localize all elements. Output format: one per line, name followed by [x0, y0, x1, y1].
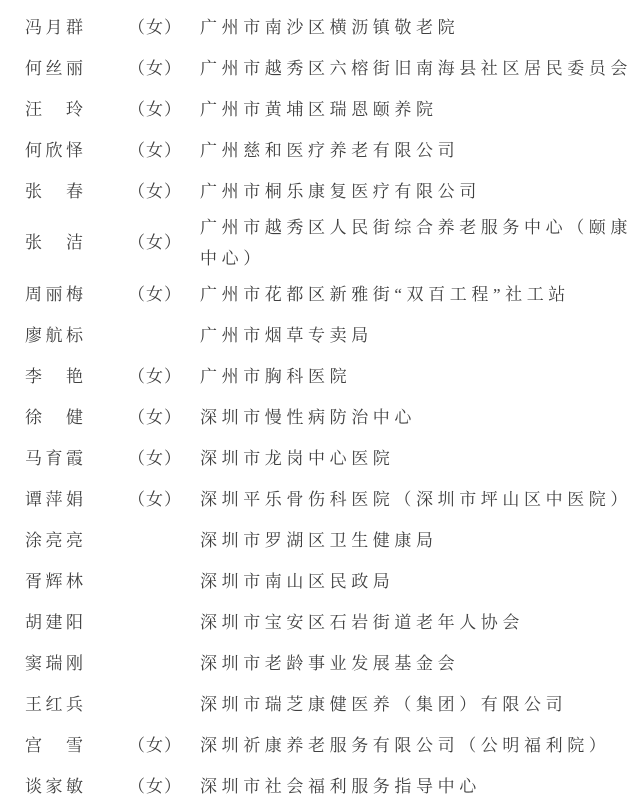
person-name: 周丽梅	[25, 284, 83, 304]
table-row	[25, 49, 636, 90]
organization-name: 广州慈和医疗养老有限公司	[200, 141, 460, 161]
organization-name: 广州市黄埔区瑞恩颐养院	[200, 100, 438, 120]
person-name: 何欣怿	[25, 141, 83, 161]
organization-name: 深圳平乐骨伤科医院（深圳市坪山区中医院）	[200, 489, 632, 509]
table-row	[25, 644, 636, 685]
organization-name: 广州市越秀区六榕街旧南海县社区居民委员会	[200, 59, 632, 79]
person-name: 宫 雪	[25, 735, 83, 755]
person-name: 谈家敏	[25, 776, 83, 796]
gender-label: （女）	[128, 18, 182, 38]
gender-label: （女）	[128, 448, 182, 468]
table-row	[25, 767, 636, 806]
table-row	[25, 521, 636, 562]
table-row	[25, 275, 636, 316]
organization-name: 深圳市老龄事业发展基金会	[200, 653, 460, 673]
person-name: 李 艳	[25, 366, 83, 386]
gender-label: （女）	[128, 182, 182, 202]
person-name: 胥辉林	[25, 571, 83, 591]
organization-name: 深圳市南山区民政局	[200, 571, 395, 591]
table-row	[25, 316, 636, 357]
table-row	[25, 90, 636, 131]
person-name: 徐 健	[25, 407, 83, 427]
gender-label: （女）	[128, 407, 182, 427]
organization-name: 深圳市龙岗中心医院	[200, 448, 395, 468]
organization-name: 广州市越秀区人民街综合养老服务中心（颐康中心）	[200, 218, 632, 268]
table-row	[25, 172, 636, 213]
organization-name: 深圳祈康养老服务有限公司（公明福利院）	[200, 735, 611, 755]
table-row	[25, 726, 636, 767]
organization-name: 深圳市社会福利服务指导中心	[200, 776, 481, 796]
table-row	[25, 213, 636, 275]
organization-name: 广州市花都区新雅街“双百工程”社工站	[200, 284, 570, 304]
gender-label: （女）	[128, 366, 182, 386]
table-row	[25, 439, 636, 480]
gender-label: （女）	[128, 489, 182, 509]
organization-name: 深圳市罗湖区卫生健康局	[200, 530, 438, 550]
person-name: 胡建阳	[25, 612, 83, 632]
person-name: 涂亮亮	[25, 530, 83, 550]
gender-label: （女）	[128, 59, 182, 79]
table-row	[25, 357, 636, 398]
gender-label: （女）	[128, 735, 182, 755]
gender-label: （女）	[128, 141, 182, 161]
organization-name: 广州市桐乐康复医疗有限公司	[200, 182, 481, 202]
gender-label: （女）	[128, 776, 182, 796]
person-name: 张 春	[25, 182, 83, 202]
gender-label: （女）	[128, 284, 182, 304]
person-name: 窦瑞刚	[25, 653, 83, 673]
table-row	[25, 562, 636, 603]
table-row	[25, 131, 636, 172]
person-name: 汪 玲	[25, 100, 83, 120]
person-name: 廖航标	[25, 325, 83, 345]
organization-name: 广州市胸科医院	[200, 366, 352, 386]
table-row	[25, 398, 636, 439]
organization-name: 广州市南沙区横沥镇敬老院	[200, 18, 460, 38]
gender-label: （女）	[128, 100, 182, 120]
organization-name: 深圳市瑞芝康健医养（集团）有限公司	[200, 694, 568, 714]
person-name: 马育霞	[25, 448, 83, 468]
table-row	[25, 8, 636, 49]
organization-name: 深圳市慢性病防治中心	[200, 407, 416, 427]
table-row	[25, 603, 636, 644]
organization-name: 深圳市宝安区石岩街道老年人协会	[200, 612, 524, 632]
gender-label: （女）	[128, 233, 182, 253]
organization-name: 广州市烟草专卖局	[200, 325, 373, 345]
awardee-list	[25, 8, 636, 806]
person-name: 张 洁	[25, 233, 83, 253]
person-name: 王红兵	[25, 694, 83, 714]
table-row	[25, 480, 636, 521]
person-name: 谭萍娟	[25, 489, 83, 509]
person-name: 何丝丽	[25, 59, 83, 79]
table-row	[25, 685, 636, 726]
person-name: 冯月群	[25, 18, 83, 38]
